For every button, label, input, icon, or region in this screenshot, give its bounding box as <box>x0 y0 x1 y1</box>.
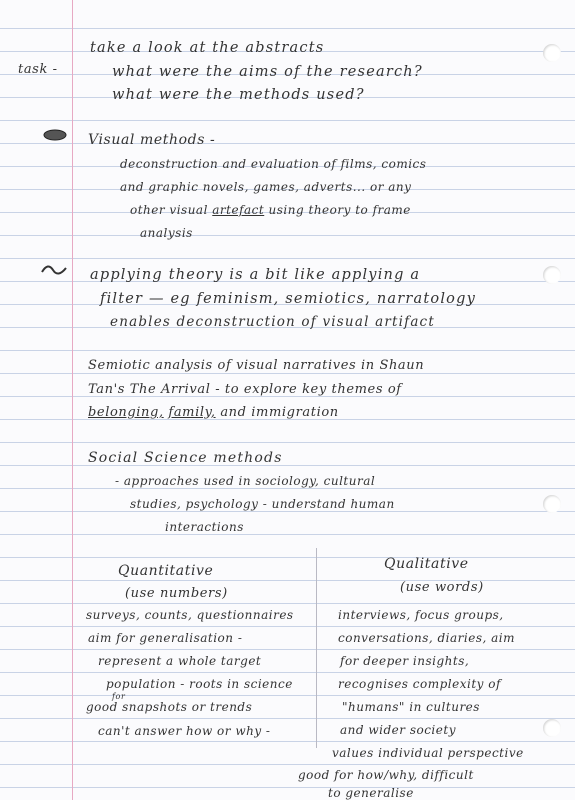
visual-line-1: deconstruction and evaluation of films, comics <box>120 157 427 171</box>
theory-line-1: applying theory is a bit like applying a <box>90 267 421 283</box>
keyword-belonging: belonging, <box>88 405 164 420</box>
theory-line-3: enables deconstruction of visual artifact <box>110 314 435 330</box>
punch-hole <box>543 266 561 284</box>
artefact-word: artefact <box>212 203 265 217</box>
margin-line <box>72 0 73 800</box>
visual-line-3-a: other visual <box>130 203 208 217</box>
punch-hole <box>543 495 561 513</box>
semiotic-line-1: Semiotic analysis of visual narratives in Shaun <box>88 358 425 373</box>
task-line-2: what were the aims of the research? <box>112 64 423 80</box>
social-line-2: studies, psychology - understand human <box>130 497 395 511</box>
visual-line-2: and graphic novels, games, adverts... or any <box>120 180 412 194</box>
visual-line-3-b: using theory to frame <box>268 203 411 217</box>
punch-hole <box>543 44 561 62</box>
keyword-family: family, <box>168 405 216 420</box>
qual-line-4: recognises complexity of <box>338 677 501 691</box>
social-line-3: interactions <box>165 520 244 534</box>
quantitative-title: Quantitative <box>118 563 214 579</box>
quant-line-5: good snapshots or trends <box>86 700 253 714</box>
qual-line-8: good for how/why, difficult <box>298 768 474 782</box>
semiotic-line-2: Tan's The Arrival - to explore key themes of <box>88 382 402 397</box>
quant-line-3: represent a whole target <box>98 654 262 668</box>
punch-hole <box>543 719 561 737</box>
theory-line-2: filter — eg feminism, semiotics, narratology <box>100 291 476 307</box>
oval-bullet-icon <box>42 128 68 142</box>
qual-line-6: and wider society <box>340 723 456 737</box>
quant-line-2: aim for generalisation - <box>88 631 243 645</box>
keyword-immigration: and immigration <box>220 405 339 420</box>
semiotic-line-3 <box>88 405 339 420</box>
social-science-heading: Social Science methods <box>88 450 283 466</box>
social-line-1: - approaches used in sociology, cultural <box>115 474 376 488</box>
qual-line-9: to generalise <box>328 786 414 800</box>
quant-line-4: population - roots in science <box>106 677 293 691</box>
squiggle-bullet-icon <box>40 262 70 276</box>
qual-line-3: for deeper insights, <box>340 654 470 668</box>
column-divider <box>316 548 317 748</box>
quant-line-6: can't answer how or why - <box>98 724 271 738</box>
quantitative-subtitle: (use numbers) <box>125 586 228 601</box>
qual-line-7: values individual perspective <box>332 746 524 760</box>
qualitative-subtitle: (use words) <box>400 580 484 595</box>
visual-line-4: analysis <box>140 226 193 240</box>
task-line-3: what were the methods used? <box>112 87 365 103</box>
qual-line-5: "humans" in cultures <box>342 700 480 714</box>
margin-label-task: task - <box>18 62 58 77</box>
quant-line-1: surveys, counts, questionnaires <box>86 608 294 622</box>
visual-line-3 <box>130 203 411 217</box>
qual-line-2: conversations, diaries, aim <box>338 631 516 645</box>
visual-methods-heading: Visual methods - <box>88 132 216 148</box>
qual-line-1: interviews, focus groups, <box>338 608 504 622</box>
qualitative-title: Qualitative <box>384 556 469 572</box>
task-line-1: take a look at the abstracts <box>90 40 325 56</box>
quant-insert-for: for <box>112 692 126 701</box>
